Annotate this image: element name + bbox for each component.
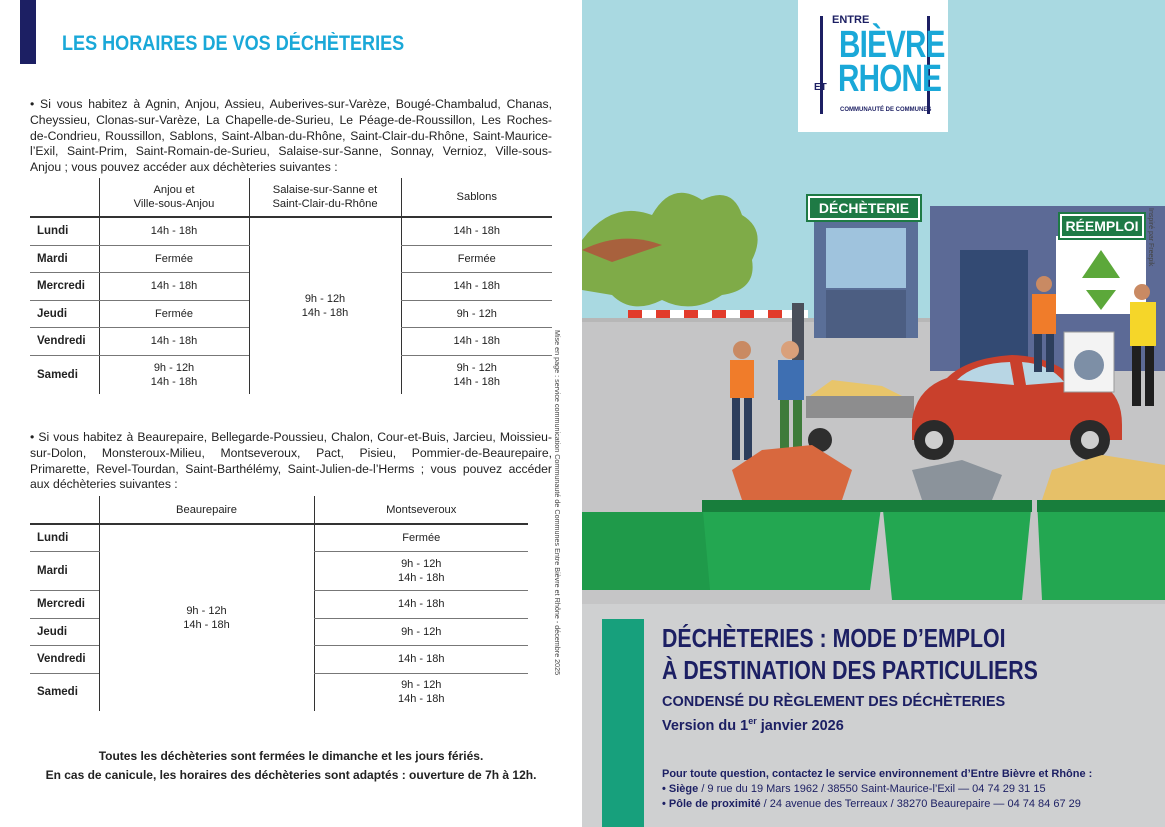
illustration-credit: Inspiré par Freepik — [1147, 208, 1154, 267]
hours-cell: Fermée — [99, 245, 249, 272]
logo-rhone: RHONE — [838, 58, 942, 100]
hours-cell-merged: 9h - 12h 14h - 18h — [99, 524, 314, 711]
schedule-table-2 — [30, 496, 528, 711]
cover-page — [582, 0, 1165, 827]
dumpster-bricks — [582, 445, 882, 590]
layout-credit: Mise en page : service communication Communauté de Communes Entre Bièvre et Rhône - décembre 2025 — [553, 330, 562, 676]
day-label: Mercredi — [30, 590, 99, 618]
footnote-heatwave: En cas de canicule, les horaires des déchèteries sont adaptés : ouverture de 7h à 12h. — [45, 768, 537, 782]
cover-version: Version du 1er janvier 2026 — [662, 716, 844, 734]
day-label: Jeudi — [30, 618, 99, 645]
logo-et: ET — [814, 82, 827, 93]
table1-header-anjou: Anjou et Ville-sous-Anjou — [99, 178, 249, 217]
day-label: Lundi — [30, 217, 99, 245]
dumpster-wood — [1037, 455, 1165, 600]
logo-bievre: BIÈVRE — [839, 24, 945, 66]
day-label: Mardi — [30, 245, 99, 272]
hours-cell: Fermée — [401, 245, 552, 272]
hours-cell: 9h - 12h 14h - 18h — [314, 673, 528, 711]
schedule-page — [0, 0, 582, 827]
contact-pole: • Pôle de proximité / 24 avenue des Terreaux / 38270 Beaurepaire — 04 74 84 67 29 — [662, 798, 1081, 810]
trailer — [806, 380, 914, 452]
day-label: Mercredi — [30, 272, 99, 300]
hours-cell: 14h - 18h — [314, 645, 528, 673]
day-label: Mardi — [30, 551, 99, 590]
dumpster-metal — [882, 460, 1032, 600]
cover-title-line1: DÉCHÈTERIES : MODE D’EMPLOI — [662, 623, 1006, 653]
visitor-yellow — [1130, 284, 1156, 406]
worker-woman — [730, 341, 754, 460]
logo — [798, 0, 948, 132]
logo-subtitle: COMMUNAUTÉ DE COMMUNES — [840, 107, 932, 113]
table1-header-salaise: Salaise-sur-Sanne et Saint-Clair-du-Rhône — [249, 178, 401, 217]
hours-cell: 9h - 12h 14h - 18h — [401, 355, 552, 394]
page-title: LES HORAIRES DE VOS DÉCHÈTERIES — [62, 32, 405, 55]
logo-entre: ENTRE — [832, 14, 870, 26]
hours-cell: 9h - 12h — [314, 618, 528, 645]
hours-cell: Fermée — [314, 524, 528, 551]
green-accent-strip — [602, 619, 644, 827]
day-label: Jeudi — [30, 300, 99, 327]
guard-booth — [814, 218, 918, 338]
sign-reemploi: RÉEMPLOI — [1060, 214, 1144, 238]
tree-illustration — [582, 193, 758, 307]
contact-siege: • Siège / 9 rue du 19 Mars 1962 / 38550 Saint-Maurice-l’Exil — 04 74 29 31 15 — [662, 783, 1046, 795]
schedule-table-1 — [30, 178, 552, 394]
hours-cell: 14h - 18h — [99, 272, 249, 300]
day-label: Lundi — [30, 524, 99, 551]
hours-cell: 14h - 18h — [99, 327, 249, 355]
sign-decheterie: DÉCHÈTERIE — [808, 196, 920, 220]
day-label: Vendredi — [30, 645, 99, 673]
day-label: Samedi — [37, 368, 78, 381]
hours-cell-merged: 9h - 12h 14h - 18h — [249, 217, 401, 394]
hours-cell: 9h - 12h 14h - 18h — [99, 355, 249, 394]
hours-cell: 14h - 18h — [401, 327, 552, 355]
hours-cell: Fermée — [99, 300, 249, 327]
hours-cell: 14h - 18h — [99, 217, 249, 245]
table2-header-beaurepaire: Beaurepaire — [99, 496, 314, 524]
logo-bar-left — [820, 16, 823, 114]
cover-title-line2: À DESTINATION DES PARTICULIERS — [662, 655, 1038, 685]
table2-corner — [30, 496, 99, 524]
hours-cell: 14h - 18h — [314, 590, 528, 618]
section1-intro: • Si vous habitez à Agnin, Anjou, Assieu, Auberives-sur-Varèze, Bougé-Chambalud, Chanas, Cheyssieu, Clonas-sur-Varèze, La Chapelle-de-Surieu, Le Péage-de-Roussillon, Les Roches-de-Condrieu, Roussillon, Sablons, Saint-Alban-du-Rhône, Saint-Clair-du-Rhône, Saint-Maurice-l’Exil, Saint-Prim, Saint-Romain-de-Surieu, Salaise-sur-Sanne, Sonnay, Vernioz, Ville-sous-Anjou ; vous pouvez accéder aux déchèteries suivantes : — [30, 97, 552, 175]
hours-cell: 9h - 12h — [401, 300, 552, 327]
table2-header-montseveroux: Montseveroux — [314, 496, 528, 524]
contact-block — [662, 767, 1092, 812]
hours-cell: 9h - 12h 14h - 18h — [314, 551, 528, 590]
cover-subtitle: CONDENSÉ DU RÈGLEMENT DES DÉCHÈTERIES — [662, 694, 1006, 710]
hours-cell: 14h - 18h — [401, 217, 552, 245]
table1-header-sablons: Sablons — [401, 178, 552, 217]
contact-heading: Pour toute question, contactez le service environnement d’Entre Bièvre et Rhône : — [662, 768, 1093, 780]
washing-machine — [1064, 332, 1114, 392]
accent-bar — [20, 0, 36, 64]
footnote-closed: Toutes les déchèteries sont fermées le dimanche et les jours fériés. — [98, 749, 484, 763]
day-label: Vendredi — [30, 327, 99, 355]
hours-cell: 14h - 18h — [401, 272, 552, 300]
day-label: Samedi — [37, 686, 78, 699]
section2-intro: • Si vous habitez à Beaurepaire, Bellegarde-Poussieu, Chalon, Cour-et-Buis, Jarcieu, Moissieu-sur-Dolon, Monsteroux-Milieu, Montseveroux, Pact, Pisieu, Pommier-de-Beaurepaire, Primarette, Revel-Tourdan, Saint-Barthélémy, Saint-Julien-de-l’Herms ; vous pouvez accéder aux déchèteries suivantes : — [30, 430, 552, 492]
table1-corner — [30, 178, 99, 217]
